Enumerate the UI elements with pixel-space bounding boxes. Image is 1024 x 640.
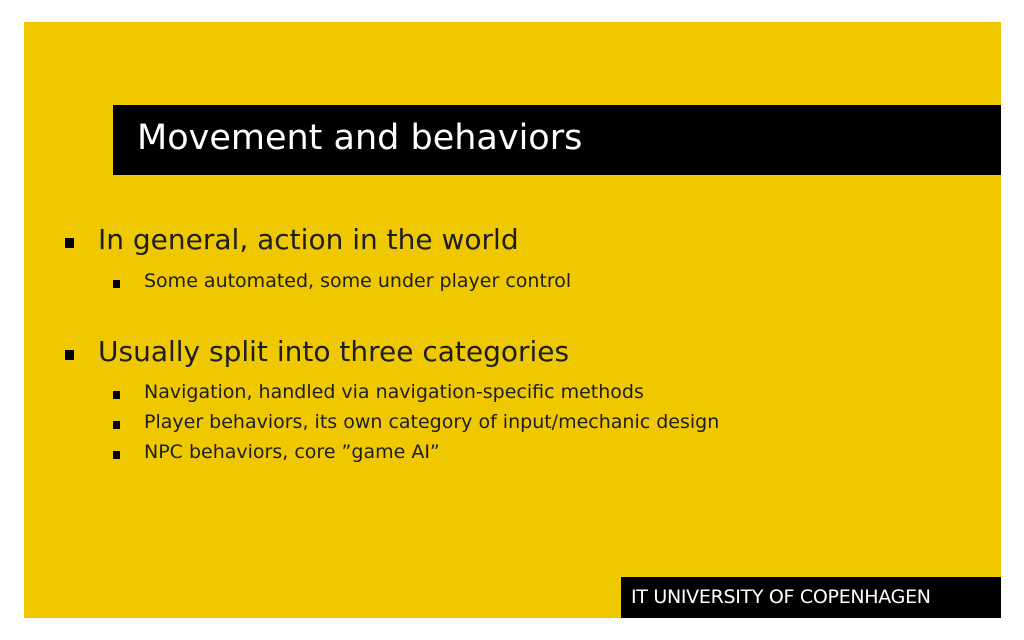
university-name: IT UNIVERSITY OF COPENHAGEN bbox=[631, 586, 931, 608]
square-bullet-icon bbox=[113, 451, 120, 459]
sub-bullet-item: Some automated, some under player control bbox=[144, 270, 572, 292]
sub-bullet-item: Player behaviors, its own category of input/mechanic design bbox=[144, 411, 720, 433]
square-bullet-icon bbox=[65, 238, 74, 248]
bullet-item: Usually split into three categories bbox=[98, 335, 570, 368]
slide-title: Movement and behaviors bbox=[137, 118, 583, 158]
sub-bullet-item: Navigation, handled via navigation-specific methods bbox=[144, 381, 644, 403]
square-bullet-icon bbox=[113, 421, 120, 429]
bullet-item: In general, action in the world bbox=[98, 223, 519, 256]
sub-bullet-item: NPC behaviors, core ”game AI” bbox=[144, 441, 440, 463]
footer-bar bbox=[621, 577, 1001, 618]
square-bullet-icon bbox=[65, 350, 74, 360]
square-bullet-icon bbox=[113, 280, 120, 288]
slide bbox=[24, 22, 1001, 618]
bullet-list bbox=[24, 22, 1001, 618]
square-bullet-icon bbox=[113, 391, 120, 399]
